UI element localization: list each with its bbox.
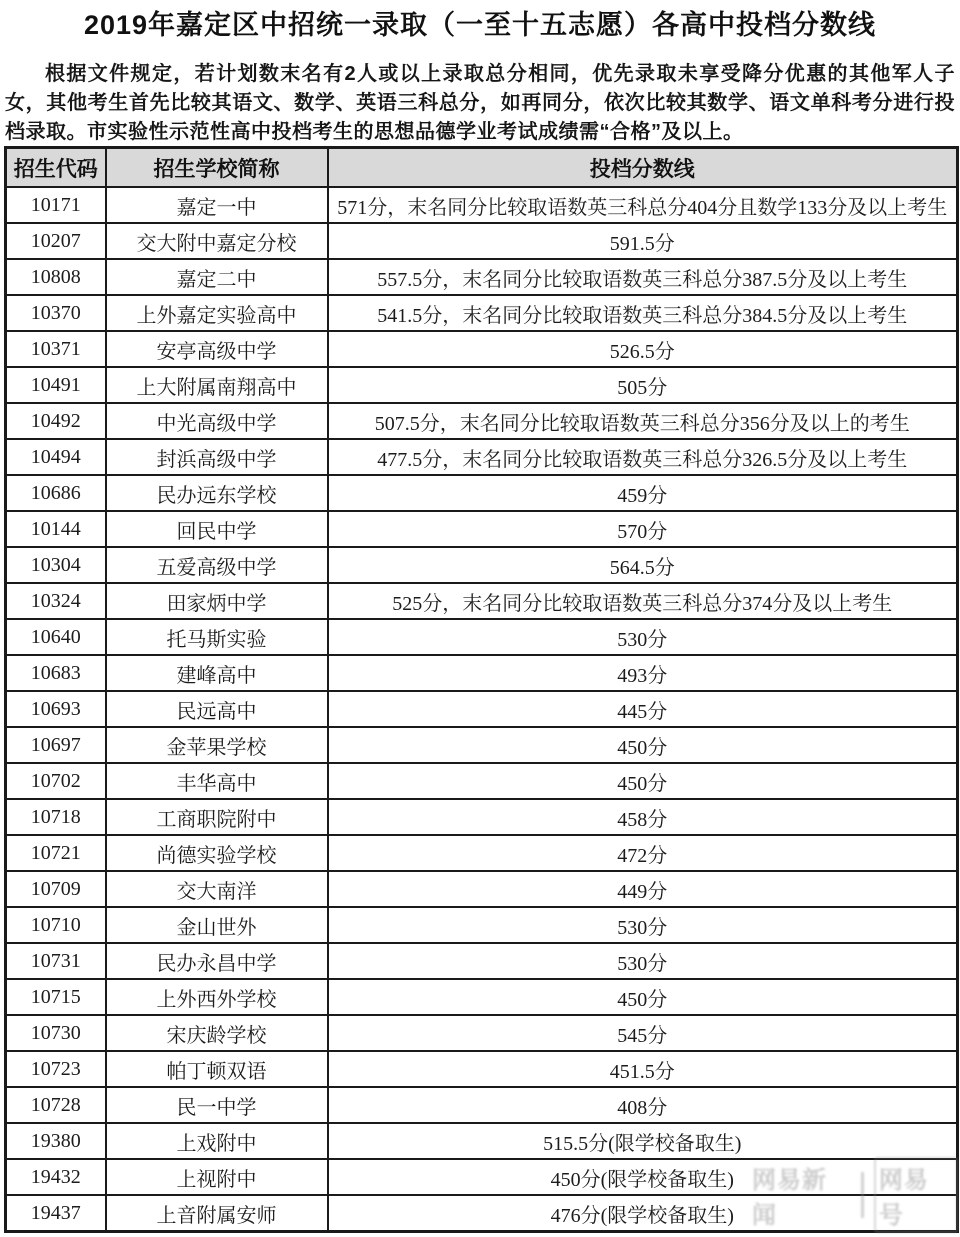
cell-school: 封浜高级中学 bbox=[106, 439, 328, 475]
table-row bbox=[6, 691, 958, 727]
cell-code: 10683 bbox=[6, 655, 106, 691]
cell-code: 19437 bbox=[6, 1195, 106, 1232]
cell-line: 472分 bbox=[328, 835, 958, 871]
cell-line: 507.5分，末名同分比较取语数英三科总分356分及以上的考生 bbox=[328, 403, 958, 439]
cell-school: 上音附属安师 bbox=[106, 1195, 328, 1232]
table-row bbox=[6, 1159, 958, 1195]
cell-code: 19432 bbox=[6, 1159, 106, 1195]
cell-line: 445分 bbox=[328, 691, 958, 727]
cell-school: 民远高中 bbox=[106, 691, 328, 727]
cell-school: 金苹果学校 bbox=[106, 727, 328, 763]
table-row bbox=[6, 1015, 958, 1051]
document-header bbox=[0, 0, 960, 146]
table-row bbox=[6, 1195, 958, 1232]
cell-line: 515.5分(限学校备取生) bbox=[328, 1123, 958, 1159]
cell-code: 10371 bbox=[6, 331, 106, 367]
cell-code: 10718 bbox=[6, 799, 106, 835]
watermark-right-text: 网易号 bbox=[874, 1157, 958, 1233]
cell-line: 493分 bbox=[328, 655, 958, 691]
table-row bbox=[6, 1123, 958, 1159]
cell-code: 10693 bbox=[6, 691, 106, 727]
cell-code: 10715 bbox=[6, 979, 106, 1015]
cell-school: 上大附属南翔高中 bbox=[106, 367, 328, 403]
table-row bbox=[6, 835, 958, 871]
table-row bbox=[6, 727, 958, 763]
cell-code: 10494 bbox=[6, 439, 106, 475]
score-table-body bbox=[6, 187, 958, 1232]
cell-school: 丰华高中 bbox=[106, 763, 328, 799]
cell-line: 450分 bbox=[328, 763, 958, 799]
cell-line: 476分(限学校备取生) bbox=[328, 1195, 958, 1232]
cell-line: 450分(限学校备取生) bbox=[328, 1159, 958, 1195]
cell-code: 19380 bbox=[6, 1123, 106, 1159]
cell-school: 民办永昌中学 bbox=[106, 943, 328, 979]
table-row bbox=[6, 763, 958, 799]
cell-line: 530分 bbox=[328, 943, 958, 979]
table-row bbox=[6, 547, 958, 583]
cell-code: 10731 bbox=[6, 943, 106, 979]
table-row bbox=[6, 1051, 958, 1087]
cell-school: 嘉定一中 bbox=[106, 187, 328, 223]
header-cell-line: 投档分数线 bbox=[328, 148, 958, 188]
cell-code: 10697 bbox=[6, 727, 106, 763]
table-row bbox=[6, 907, 958, 943]
cell-code: 10370 bbox=[6, 295, 106, 331]
cell-school: 安亭高级中学 bbox=[106, 331, 328, 367]
cell-code: 10304 bbox=[6, 547, 106, 583]
cell-school: 托马斯实验 bbox=[106, 619, 328, 655]
cell-school: 尚德实验学校 bbox=[106, 835, 328, 871]
table-row bbox=[6, 979, 958, 1015]
intro-paragraph: 根据文件规定，若计划数末名有2人或以上录取总分相同，优先录取未享受降分优惠的其他军人子女，其他考生首先比较其语文、数学、英语三科总分，如再同分，依次比较其数学、语文单科考分进行投档录取。市实验性示范性高中投档考生的思想品德学业考试成绩需“合格”及以上。 bbox=[5, 63, 955, 143]
table-row bbox=[6, 223, 958, 259]
watermark-left-text: 网易新闻 bbox=[752, 1167, 827, 1229]
cell-line: 570分 bbox=[328, 511, 958, 547]
cell-school: 工商职院附中 bbox=[106, 799, 328, 835]
cell-school: 民一中学 bbox=[106, 1087, 328, 1123]
table-row bbox=[6, 871, 958, 907]
table-row bbox=[6, 583, 958, 619]
table-row bbox=[6, 439, 958, 475]
table-row bbox=[6, 331, 958, 367]
cell-school: 嘉定二中 bbox=[106, 259, 328, 295]
cell-line: 545分 bbox=[328, 1015, 958, 1051]
cell-code: 10491 bbox=[6, 367, 106, 403]
score-table-header bbox=[6, 148, 958, 188]
cell-school: 上戏附中 bbox=[106, 1123, 328, 1159]
cell-code: 10207 bbox=[6, 223, 106, 259]
cell-school: 上视附中 bbox=[106, 1159, 328, 1195]
score-table bbox=[4, 146, 959, 1233]
cell-school: 帕丁顿双语 bbox=[106, 1051, 328, 1087]
cell-code: 10723 bbox=[6, 1051, 106, 1087]
cell-school: 交大附中嘉定分校 bbox=[106, 223, 328, 259]
cell-school: 宋庆龄学校 bbox=[106, 1015, 328, 1051]
table-row bbox=[6, 619, 958, 655]
cell-school: 上外嘉定实验高中 bbox=[106, 295, 328, 331]
table-row bbox=[6, 511, 958, 547]
cell-line: 450分 bbox=[328, 979, 958, 1015]
cell-line: 505分 bbox=[328, 367, 958, 403]
cell-code: 10730 bbox=[6, 1015, 106, 1051]
cell-school: 上外西外学校 bbox=[106, 979, 328, 1015]
cell-school: 回民中学 bbox=[106, 511, 328, 547]
cell-line: 526.5分 bbox=[328, 331, 958, 367]
cell-line: 571分，末名同分比较取语数英三科总分404分且数学133分及以上考生 bbox=[328, 187, 958, 223]
cell-line: 477.5分，末名同分比较取语数英三科总分326.5分及以上考生 bbox=[328, 439, 958, 475]
table-row bbox=[6, 799, 958, 835]
cell-school: 五爱高级中学 bbox=[106, 547, 328, 583]
cell-code: 10709 bbox=[6, 871, 106, 907]
cell-code: 10808 bbox=[6, 259, 106, 295]
table-row bbox=[6, 943, 958, 979]
header-row bbox=[6, 148, 958, 188]
cell-line: 525分，末名同分比较取语数英三科总分374分及以上考生 bbox=[328, 583, 958, 619]
cell-code: 10702 bbox=[6, 763, 106, 799]
cell-school: 建峰高中 bbox=[106, 655, 328, 691]
table-row bbox=[6, 655, 958, 691]
header-cell-code: 招生代码 bbox=[6, 148, 106, 188]
cell-school: 金山世外 bbox=[106, 907, 328, 943]
cell-line: 459分 bbox=[328, 475, 958, 511]
cell-school: 田家炳中学 bbox=[106, 583, 328, 619]
cell-line: 530分 bbox=[328, 907, 958, 943]
table-row bbox=[6, 475, 958, 511]
cell-code: 10324 bbox=[6, 583, 106, 619]
cell-code: 10686 bbox=[6, 475, 106, 511]
cell-line: 458分 bbox=[328, 799, 958, 835]
cell-code: 10640 bbox=[6, 619, 106, 655]
cell-code: 10492 bbox=[6, 403, 106, 439]
cell-code: 10721 bbox=[6, 835, 106, 871]
cell-line: 541.5分，末名同分比较取语数英三科总分384.5分及以上考生 bbox=[328, 295, 958, 331]
table-row bbox=[6, 403, 958, 439]
cell-code: 10728 bbox=[6, 1087, 106, 1123]
cell-line: 530分 bbox=[328, 619, 958, 655]
cell-code: 10171 bbox=[6, 187, 106, 223]
cell-line: 451.5分 bbox=[328, 1051, 958, 1087]
cell-code: 10144 bbox=[6, 511, 106, 547]
cell-line: 591.5分 bbox=[328, 223, 958, 259]
cell-school: 民办远东学校 bbox=[106, 475, 328, 511]
table-row bbox=[6, 1087, 958, 1123]
cell-line: 557.5分，末名同分比较取语数英三科总分387.5分及以上考生 bbox=[328, 259, 958, 295]
table-row bbox=[6, 259, 958, 295]
cell-code: 10710 bbox=[6, 907, 106, 943]
page-title: 2019年嘉定区中招统一录取（一至十五志愿）各高中投档分数线 bbox=[83, 10, 877, 40]
cell-line: 564.5分 bbox=[328, 547, 958, 583]
table-row bbox=[6, 295, 958, 331]
cell-line: 449分 bbox=[328, 871, 958, 907]
table-row bbox=[6, 367, 958, 403]
cell-school: 中光高级中学 bbox=[106, 403, 328, 439]
table-row bbox=[6, 187, 958, 223]
cell-school: 交大南洋 bbox=[106, 871, 328, 907]
cell-line: 408分 bbox=[328, 1087, 958, 1123]
cell-line: 450分 bbox=[328, 727, 958, 763]
header-cell-school: 招生学校简称 bbox=[106, 148, 328, 188]
